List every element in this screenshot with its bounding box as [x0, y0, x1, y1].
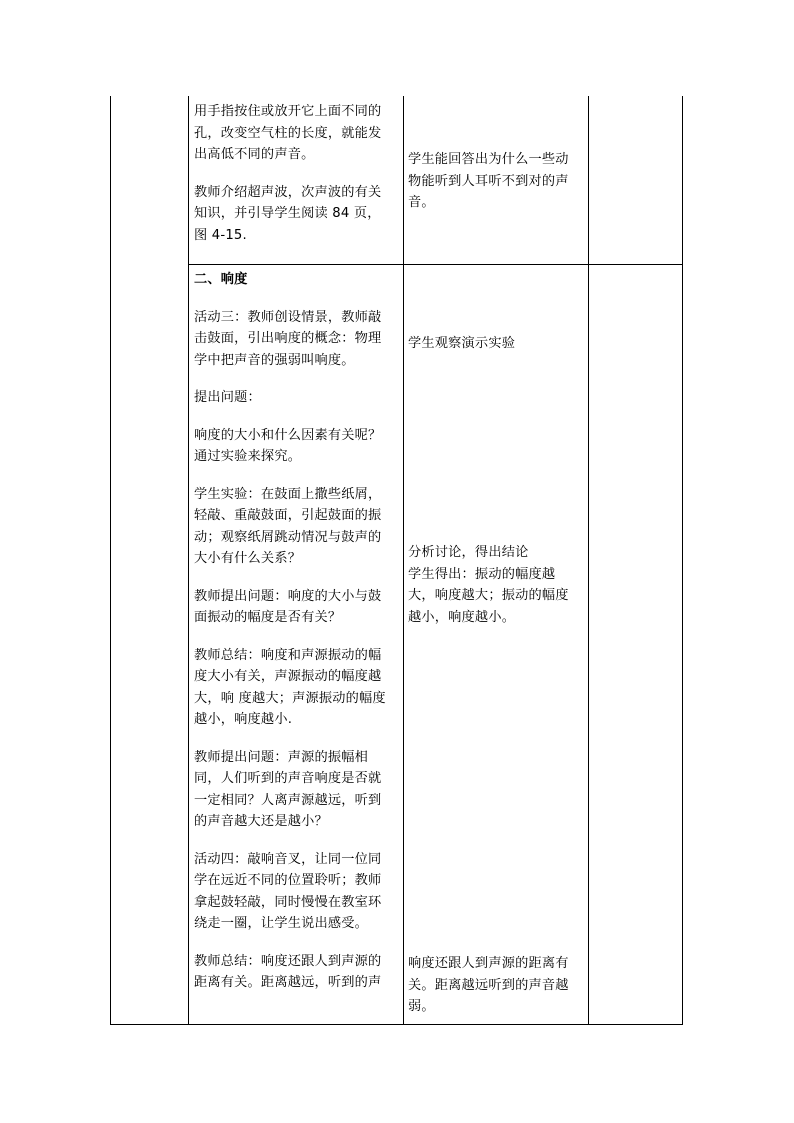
paragraph: 活动四：敲响音叉，让同一位同 学在远近不同的位置聆听；教师 拿起鼓轻敲，同时慢慢在教室环 绕走一圈，让学生说出感受。	[194, 851, 382, 931]
column-divider-1	[188, 96, 189, 1025]
paragraph: 学生能回答出为什么一些动 物能听到人耳听不到对的声 音。	[408, 152, 569, 210]
paragraph: 学生观察演示实验	[408, 336, 516, 351]
paragraph: 分析讨论，得出结论 学生得出：振动的幅度越 大，响度越大；振动的幅度 越小，响度越小。	[408, 545, 569, 625]
paragraph: 教师介绍超声波，次声波的有关 知识，并引导学生阅读 84 页， 图 4-15.	[194, 184, 382, 243]
paragraph: 教师总结：响度和声源振动的幅 度大小有关，声源振动的幅度越 大，响 度越大；声源振动的幅度 越小，响度越小.	[194, 647, 386, 727]
row2-student-conclusion	[408, 542, 569, 644]
paragraph: 教师提出问题：声源的振幅相 同，人们听到的声音响度是否就 一定相同？人离声源越远，听到 的声音越大还是越小？	[194, 749, 382, 829]
row1-student-cell	[408, 149, 569, 230]
paragraph: 用手指按住或放开它上面不同的 孔，改变空气柱的长度，就能发 出高低不同的声音。	[194, 104, 382, 162]
paragraph: 教师提出问题：响度的大小与鼓 面振动的幅度是否有关？	[194, 588, 382, 625]
row2-student-observe	[408, 333, 515, 371]
paragraph: 提出问题：	[194, 390, 261, 405]
paragraph: 学生实验：在鼓面上撒些纸屑， 轻敲、重敲鼓面，引起鼓面的振 动；观察纸屑跳动情况与鼓声的 大小有什么关系？	[194, 486, 382, 566]
lesson-plan-table	[110, 96, 683, 1025]
column-divider-3	[588, 96, 589, 1025]
paragraph: 响度还跟人到声源的距离有 关。距离越远听到的声音越 弱。	[408, 956, 569, 1014]
row2-teacher-cell	[194, 269, 386, 1010]
paragraph: 教师总结：响度还跟人到声源的 距离有关。距离越远，听到的声	[194, 953, 382, 990]
row2-student-distance	[408, 953, 569, 1034]
row1-teacher-cell	[194, 101, 381, 262]
table-border-left	[110, 96, 111, 1025]
table-border-right	[682, 96, 683, 1025]
column-divider-2	[403, 96, 404, 1025]
paragraph: 响度的大小和什么因素有关呢？ 通过实验来探究。	[194, 427, 382, 464]
table-border-bottom	[110, 1024, 683, 1025]
paragraph: 活动三：教师创设情景，教师敲 击鼓面，引出响度的概念：物理 学中把声音的强弱叫响度。	[194, 309, 382, 368]
row-divider	[188, 264, 683, 265]
section-heading: 二、响度	[194, 272, 248, 287]
